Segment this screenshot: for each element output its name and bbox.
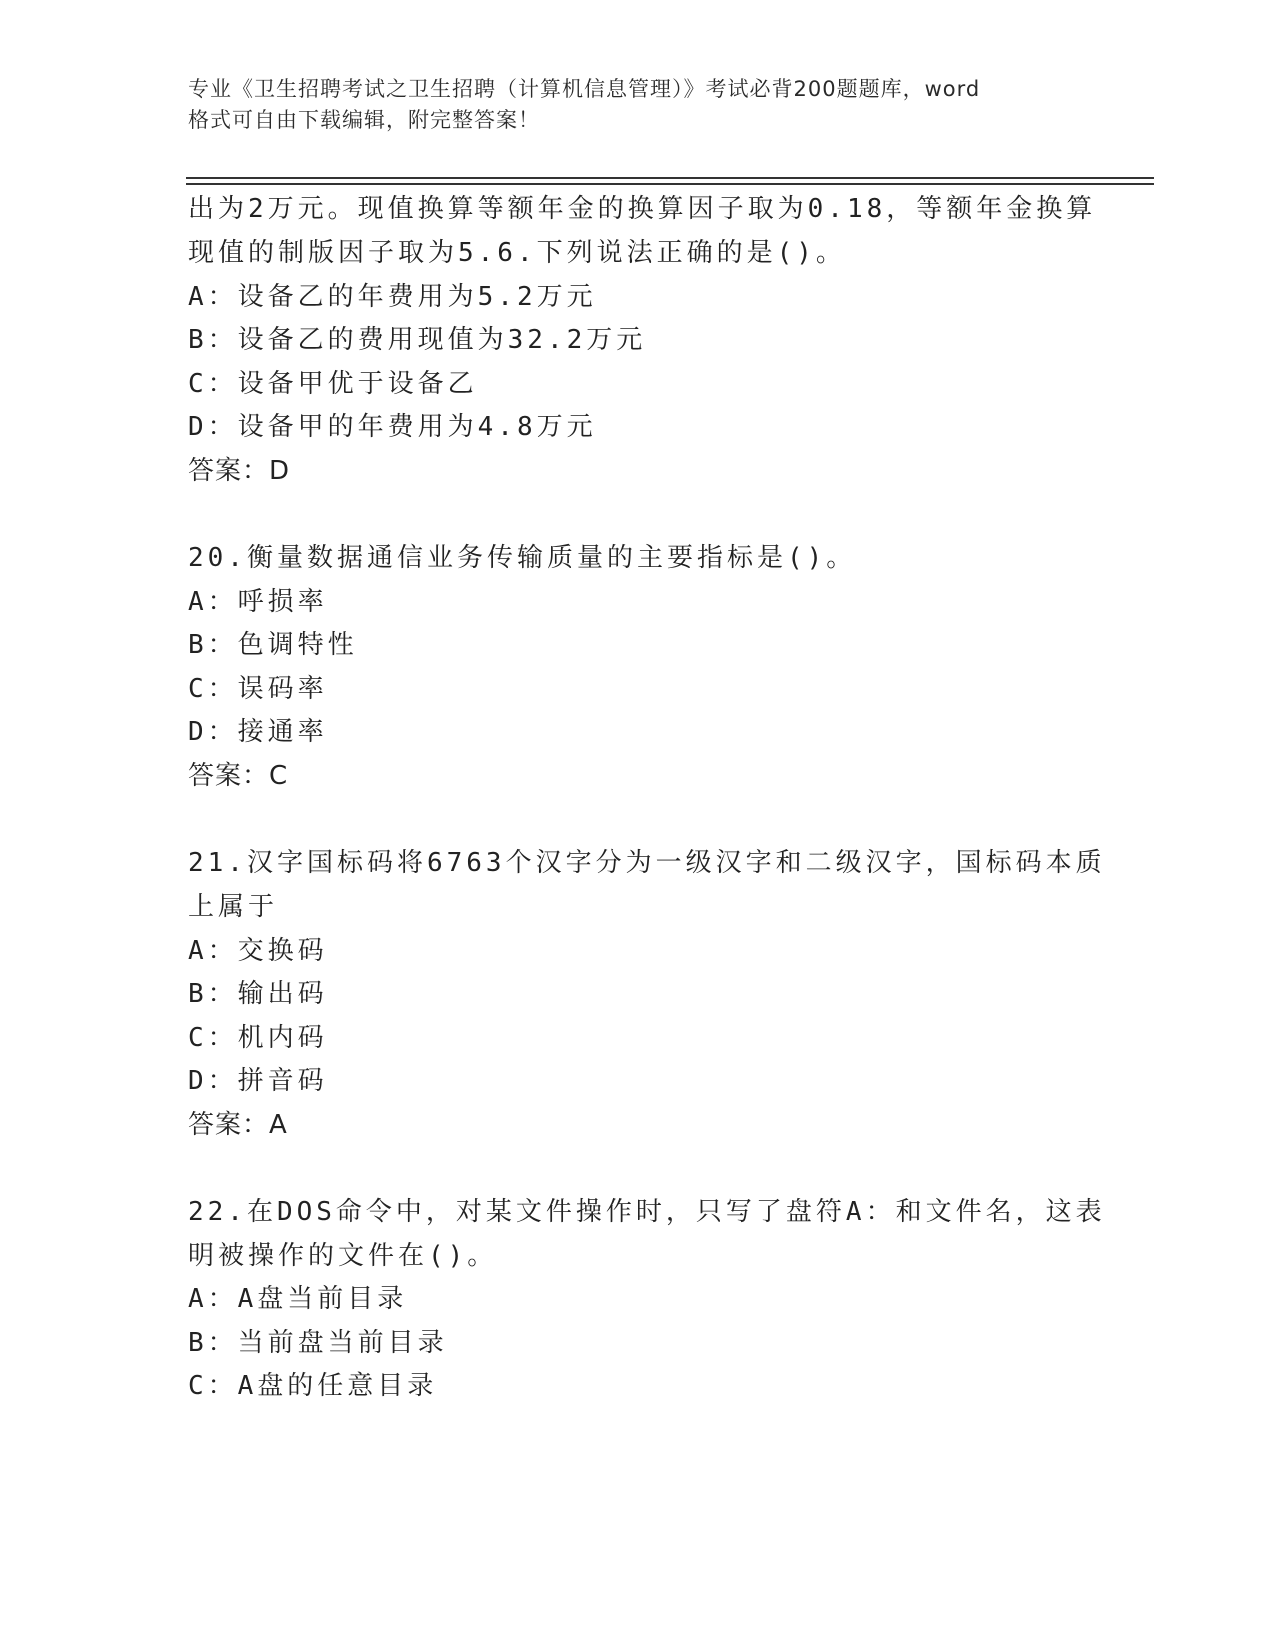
answer: 答案：A — [188, 1110, 288, 1140]
option-c: C：设备甲优于设备乙 — [188, 369, 478, 399]
question-20-text: 20.衡量数据通信业务传输质量的主要指标是()。 — [188, 543, 857, 573]
option-b: B：输出码 — [188, 979, 328, 1009]
question-21-text: 21.汉字国标码将6763个汉字分为一级汉字和二级汉字，国标码本质 — [188, 848, 1106, 878]
question-text-line: 出为2万元。现值换算等额年金的换算因子取为0.18，等额年金换算 — [188, 194, 1097, 224]
header-line-2: 格式可自由下载编辑，附完整答案！ — [188, 108, 540, 132]
option-a: A：呼损率 — [188, 587, 328, 617]
question-21-text-cont: 上属于 — [188, 892, 279, 922]
option-c: C：机内码 — [188, 1023, 328, 1053]
option-d: D：拼音码 — [188, 1066, 328, 1096]
option-d: D：接通率 — [188, 717, 328, 747]
option-a: A：交换码 — [188, 936, 328, 966]
option-a: A：A盘当前目录 — [188, 1284, 408, 1314]
question-22-text-cont: 明被操作的文件在()。 — [188, 1241, 498, 1271]
option-b: B：当前盘当前目录 — [188, 1328, 448, 1358]
header-divider-top — [186, 177, 1154, 179]
option-b: B：色调特性 — [188, 630, 358, 660]
option-d: D：设备甲的年费用为4.8万元 — [188, 412, 597, 442]
header-divider-bottom — [186, 183, 1154, 185]
option-c: C：A盘的任意目录 — [188, 1371, 438, 1401]
option-c: C：误码率 — [188, 674, 328, 704]
answer: 答案：C — [188, 761, 289, 791]
question-text-line: 现值的制版因子取为5.6.下列说法正确的是()。 — [188, 238, 846, 268]
question-22-text: 22.在DOS命令中，对某文件操作时，只写了盘符A：和文件名，这表 — [188, 1197, 1106, 1227]
header-line-1: 专业《卫生招聘考试之卫生招聘（计算机信息管理）》考试必背200题题库，word — [188, 77, 981, 101]
option-b: B：设备乙的费用现值为32.2万元 — [188, 325, 647, 355]
document-header — [188, 74, 1088, 136]
answer: 答案：D — [188, 456, 291, 486]
option-a: A：设备乙的年费用为5.2万元 — [188, 282, 597, 312]
